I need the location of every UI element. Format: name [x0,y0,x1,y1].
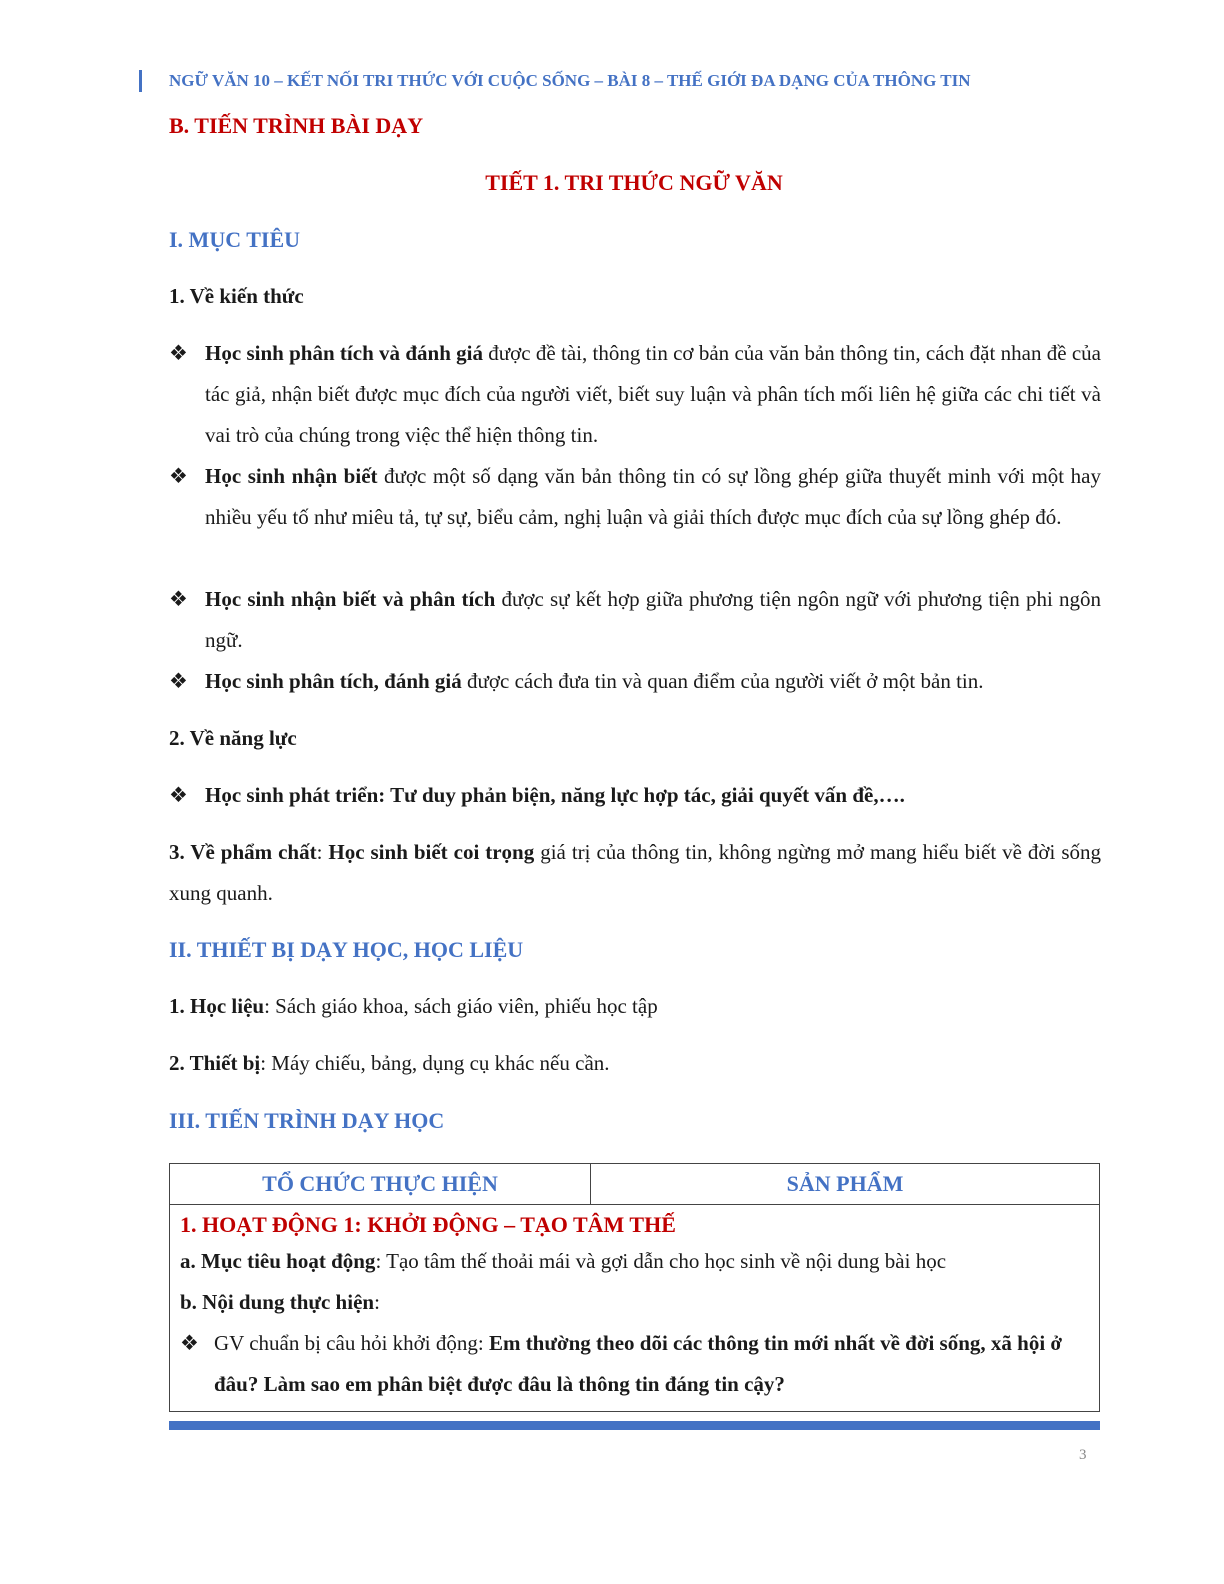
equipment-label: 2. Thiết bị [169,1051,261,1075]
column-header-organization: TỔ CHỨC THỰC HIỆN [170,1164,591,1205]
section-heading: B. TIẾN TRÌNH BÀI DẠY [169,113,424,138]
ability-text: Học sinh phát triển: Tư duy phản biện, năng lực hợp tác, giải quyết vấn đề,…. [205,783,905,807]
goal-label: a. Mục tiêu hoạt động [180,1249,376,1273]
equipment-line [169,1051,610,1076]
footer-accent-bar [169,1421,1100,1430]
header-accent-bar [139,70,142,92]
bullet-bold-text: Học sinh phân tích và đánh giá [205,341,483,365]
teacher-question: Em thường theo dõi các thông tin mới nhất về đời sống, xã hội ở đâu? Làm sao em phân biệt được đâu là thông tin đáng tin cậy? [214,1331,1063,1396]
bullet-text: được cách đưa tin và quan điểm của người viết ở một bản tin. [461,669,984,693]
materials-line [169,994,658,1019]
materials-label: 1. Học liệu [169,994,265,1018]
teacher-text: GV chuẩn bị câu hỏi khởi động: [214,1331,489,1355]
materials-text: : Sách giáo khoa, sách giáo viên, phiếu học tập [264,994,658,1018]
equipment-text: : Máy chiếu, bảng, dụng cụ khác nếu cần. [260,1051,610,1075]
diamond-bullet-icon: ❖ [169,587,188,611]
quality-bold-text: Học sinh biết coi trọng [328,840,535,864]
diamond-bullet-icon: ❖ [169,669,188,693]
diamond-bullet-icon: ❖ [169,464,188,488]
bullet-text: được sự kết hợp giữa phương tiện ngôn ngữ với phương tiện phi ngôn ngữ. [205,587,1101,652]
table-header-row [170,1164,1100,1205]
diamond-bullet-icon: ❖ [169,341,188,365]
knowledge-bullet-1 [169,333,1101,456]
lesson-title: TIẾT 1. TRI THỨC NGỮ VĂN [485,170,783,195]
quality-colon: : [316,840,329,864]
bullet-bold-text: Học sinh phân tích, đánh giá [205,669,462,693]
bullet-text: được đề tài, thông tin cơ bản của văn bản thông tin, cách đặt nhan đề của tác giả, nhận biết được mục đích của người viết, biết suy luận và phân tích mối liên hệ giữa các chi tiết và vai trò của chúng trong việc thể hiện thông tin. [205,341,1101,447]
teaching-process-heading: III. TIẾN TRÌNH DẠY HỌC [169,1108,445,1133]
quality-label: 3. Về phẩm chất [169,840,317,864]
column-header-product: SẢN PHẨM [591,1164,1100,1205]
activity-cell [170,1205,1100,1412]
content-colon: : [374,1290,380,1314]
ability-bullet [169,775,1101,816]
bullet-text: được một số dạng văn bản thông tin có sự lồng ghép giữa thuyết minh với một hay nhiều yếu tố như miêu tả, tự sự, biểu cảm, nghị luận và giải thích được mục đích của sự lồng ghép đó. [205,464,1101,529]
knowledge-bullet-2 [169,456,1101,538]
knowledge-heading: 1. Về kiến thức [169,284,304,308]
activity-title: 1. HOẠT ĐỘNG 1: KHỞI ĐỘNG – TẠO TÂM THẾ [180,1212,676,1237]
running-header: NGỮ VĂN 10 – KẾT NỐI TRI THỨC VỚI CUỘC SỐNG – BÀI 8 – THẾ GIỚI ĐA DẠNG CỦA THÔNG TIN [169,71,971,90]
page-number: 3 [1079,1447,1087,1463]
lesson-plan-table [169,1163,1100,1412]
activity-goal [180,1241,1089,1282]
bullet-bold-text: Học sinh nhận biết và phân tích [205,587,496,611]
ability-heading: 2. Về năng lực [169,726,297,750]
knowledge-bullet-3 [169,579,1101,661]
content-label: b. Nội dung thực hiện [180,1290,375,1314]
bullet-bold-text: Học sinh nhận biết [205,464,378,488]
diamond-bullet-icon: ❖ [180,1331,199,1355]
teacher-prompt [180,1323,1089,1405]
table-row [170,1205,1100,1412]
objectives-heading: I. MỤC TIÊU [169,227,301,252]
activity-content [180,1282,1089,1323]
knowledge-bullet-4 [169,661,1101,702]
equipment-section-heading: II. THIẾT BỊ DẠY HỌC, HỌC LIỆU [169,937,524,962]
diamond-bullet-icon: ❖ [169,783,188,807]
quality-text: giá trị của thông tin, không ngừng mở mang hiểu biết về đời sống xung quanh. [169,840,1101,905]
quality-paragraph [169,832,1101,914]
goal-text: : Tạo tâm thế thoải mái và gợi dẫn cho học sinh về nội dung bài học [375,1249,947,1273]
